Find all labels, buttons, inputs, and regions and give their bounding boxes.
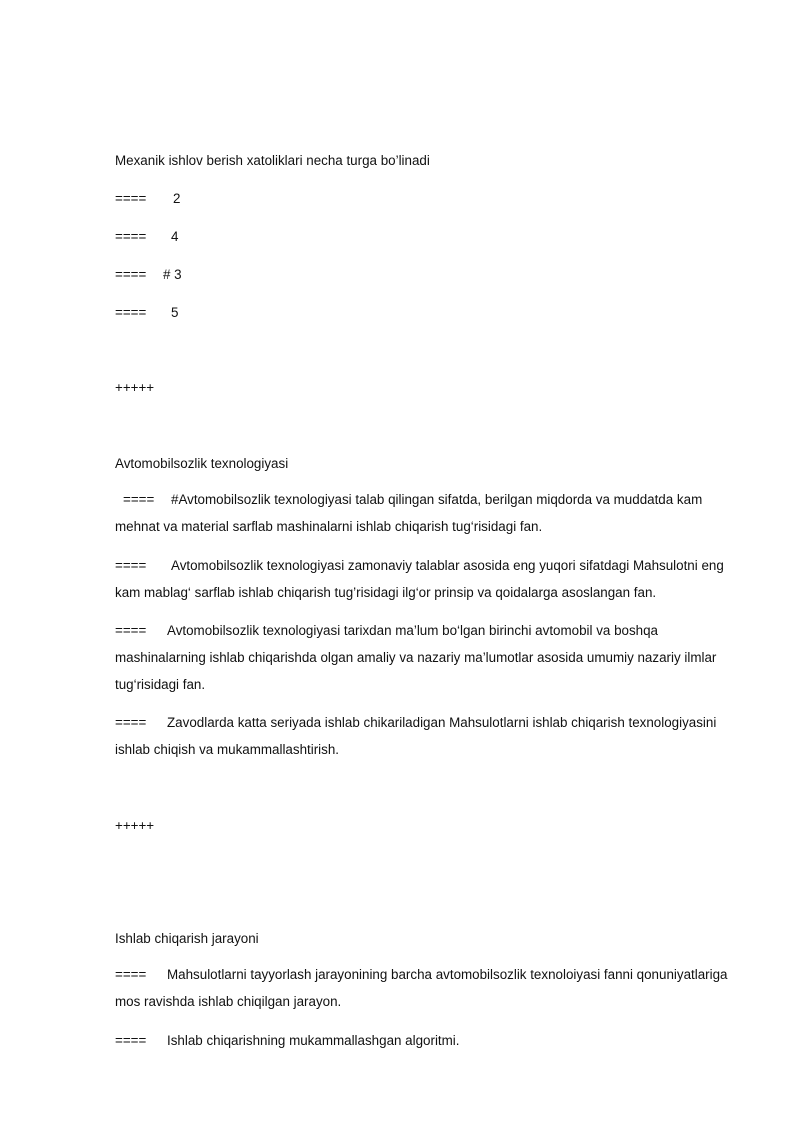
answer-option [115,961,747,1015]
question-title: Mexanik ishlov berish xatoliklari necha turga bo’linadi [115,153,430,168]
question-separator: +++++ [115,380,155,395]
option-text: 5 [171,305,179,320]
answer-option [115,1027,747,1054]
option-marker: ==== [115,967,147,982]
option-text: Zavodlarda katta seriyada ishlab chikariladigan Mahsulotlarni ishlab chiqarish texnologiyasini ishlab chiqish va mukammallashtirish. [115,715,717,757]
option-text: Ishlab chiqarishning mukammallashgan algoritmi. [167,1033,460,1048]
option-marker: ==== [115,191,147,206]
answer-option [115,486,747,540]
option-marker: ==== [115,267,147,282]
answer-option [115,190,180,208]
answer-option [115,709,747,763]
option-marker: ==== [115,229,147,244]
option-text: #Avtomobilsozlik texnologiyasi talab qilingan sifatda, berilgan miqdorda va muddatda kam mehnat va material sarflab mashinalarni ishlab chiqarish tug‘risidagi fan. [115,492,703,534]
option-marker: ==== [115,305,147,320]
question-separator: +++++ [115,818,155,833]
option-marker: ==== [123,492,155,507]
option-text: 4 [171,229,179,244]
answer-option [115,266,182,284]
answer-option [115,304,178,322]
option-text: 2 [173,191,181,206]
option-marker: ==== [115,715,147,730]
question-title: Avtomobilsozlik texnologiyasi [115,456,289,471]
option-text: Avtomobilsozlik texnologiyasi zamonaviy talablar asosida eng yuqori sifatdagi Mahsulotni eng kam mablag‘ sarflab ishlab chiqarish tug’risidagi ilg‘or prinsip va qoidalarga asoslangan fan. [115,558,724,600]
option-marker: ==== [115,558,147,573]
option-text: # 3 [163,267,182,282]
answer-option [115,552,747,606]
answer-option [115,617,747,698]
option-marker: ==== [115,1033,147,1048]
answer-option [115,228,178,246]
option-marker: ==== [115,623,147,638]
question-title: Ishlab chiqarish jarayoni [115,931,259,946]
option-text: Mahsulotlarni tayyorlash jarayonining barcha avtomobilsozlik texnoloiyasi fanni qonuniyatlariga mos ravishda ishlab chiqilgan jarayon. [115,967,728,1009]
option-text: Avtomobilsozlik texnologiyasi tarixdan ma’lum bo‘lgan birinchi avtomobil va boshqa mashinalarning ishlab chiqarishda olgan amaliy va nazariy ma’lumotlar asosida umumiy nazariy ilmlar tug‘risidagi fan. [115,623,717,692]
